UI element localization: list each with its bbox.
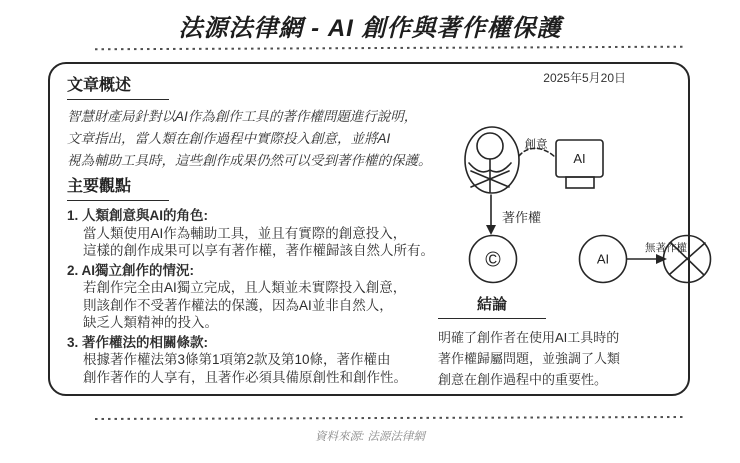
creativity-label: 創意 <box>524 139 548 151</box>
date-label: 2025年5月20日 <box>543 71 626 85</box>
key-point-title: 2. AI獨立創作的情況: <box>67 262 195 278</box>
key-points-list <box>67 207 447 386</box>
copyright-arrow-label: 著作權 <box>502 210 542 225</box>
copyright-flow-diagram <box>435 116 735 291</box>
conclusion-section <box>438 296 648 390</box>
key-point <box>67 334 447 387</box>
key-point-body <box>67 279 447 332</box>
summary-card <box>48 62 690 396</box>
key-point-line: 根據著作權法第3條第1項第2款及第10條，著作權由 <box>83 352 391 367</box>
overview-line: 智慧財產局針對以AI作為創作工具的著作權問題進行說明， <box>67 109 418 124</box>
left-column <box>67 77 447 386</box>
ai-circle-label: AI <box>596 251 610 267</box>
copyright-symbol: © <box>485 248 501 272</box>
no-copyright-label: 無著作權 <box>645 242 687 254</box>
key-point-line: 這樣的創作成果可以享有著作權，著作權歸該自然人所有。 <box>83 243 434 258</box>
key-point-line: 則該創作不受著作權法的保護，因為AI並非自然人， <box>83 297 393 313</box>
ai-monitor-label: AI <box>573 151 586 166</box>
key-point-line: 當人類使用AI作為輔助工具，並且有實際的創意投入， <box>83 225 407 241</box>
conclusion-line: 明確了創作者在使用AI工具時的 <box>438 330 620 345</box>
key-point-title: 1. 人類創意與AI的角色: <box>67 208 209 223</box>
overview-line: 文章指出，當人類在創作過程中實際投入創意，並將AI <box>67 131 391 146</box>
overview-line: 視為輔助工具時，這些創作成果仍然可以受到著作權的保護。 <box>67 153 432 168</box>
conclusion-line: 著作權歸屬問題，並強調了人類 <box>438 351 621 366</box>
key-point-line: 缺乏人類精神的投入。 <box>83 315 218 330</box>
conclusion-line: 創意在創作過程中的重要性。 <box>438 372 608 387</box>
key-point-body <box>67 351 447 386</box>
key-points-heading: 主要觀點 <box>67 178 169 201</box>
conclusion-text <box>438 327 648 390</box>
copyright-arrow <box>486 195 496 235</box>
key-point <box>67 207 447 260</box>
key-point-title: 3. 著作權法的相關條款: <box>67 334 209 350</box>
key-point-body <box>67 225 447 260</box>
no-copyright-arrow <box>627 254 667 264</box>
key-point-line: 創作著作的人享有，且著作必須具備原創性和創作性。 <box>83 369 407 385</box>
key-point <box>67 262 447 332</box>
top-divider <box>95 46 685 51</box>
conclusion-heading: 結論 <box>438 296 546 319</box>
page-title: 法源法律網 - AI 創作與著作權保護 <box>178 15 562 42</box>
bottom-divider <box>95 416 685 420</box>
human-creator-icon <box>465 127 519 193</box>
overview-heading: 文章概述 <box>67 77 169 100</box>
source-note: 資料來源: 法源法律網 <box>315 431 425 443</box>
key-point-line: 若創作完全由AI獨立完成，且人類並未實際投入創意， <box>83 280 407 295</box>
overview-paragraph <box>67 106 447 172</box>
no-copyright-crossed-circle <box>664 236 711 283</box>
